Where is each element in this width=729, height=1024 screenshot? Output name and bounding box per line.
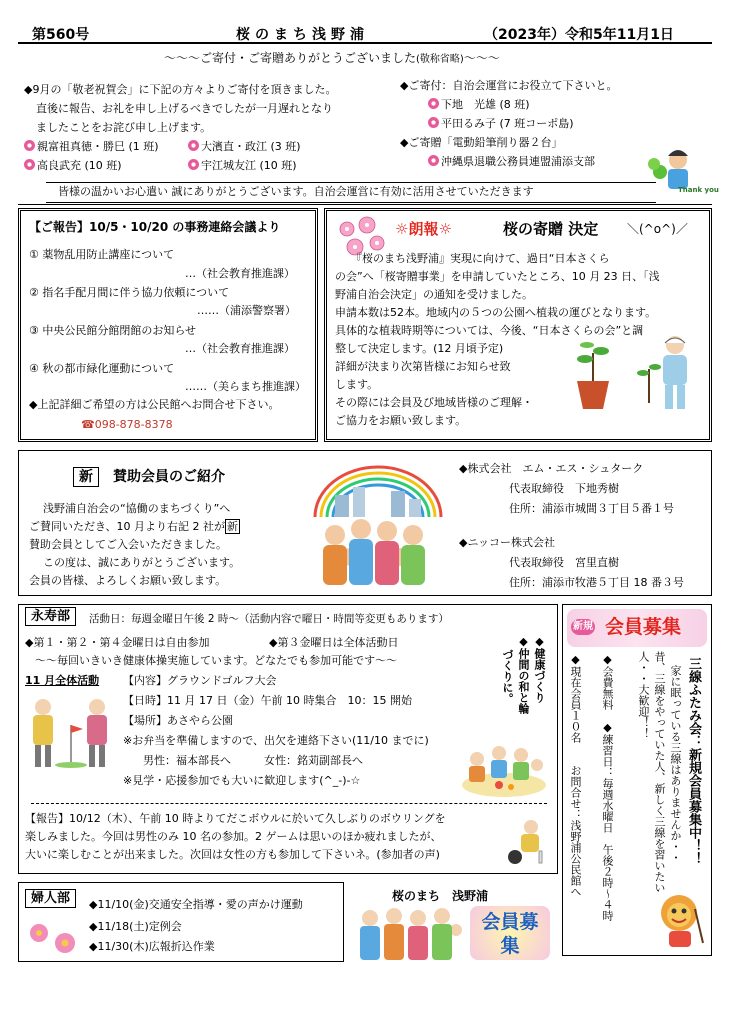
flower-icon (188, 159, 199, 170)
company-address: 住所：浦添市牧港５丁目 18 番３号 (509, 576, 684, 589)
event-place: 【場所】あさやら公園 (123, 714, 233, 727)
members-intro-line: ご賛同いただき、10 月より右記 2 社が 新 (29, 520, 239, 533)
community-illustration (295, 457, 461, 591)
eijubu-report-line: 楽しみました。今回は男性のみ 10 名の参加。2 ゲームは思いのほか疲れましたが、 (25, 830, 442, 843)
sanshin-text: 人・・大歓迎！！ (637, 651, 650, 739)
eijubu-activity: 活動日：毎週金曜日午後 2 時～（活動内容で曜日・時間等変更もあります） (89, 613, 449, 625)
company-name: ◆ニッコー株式会社 (459, 536, 556, 549)
report-title: 【ご報告】10/5・10/20 の事務連絡会議より (29, 220, 281, 234)
thank-you-illustration (646, 142, 719, 198)
company-name: ◆株式会社 エム・エス・シュターク (459, 462, 644, 475)
members-intro-line: 浅野浦自治会の“協働のまちづくり”へ (43, 502, 231, 515)
sakura-body-line: その際には会員及び地域皆様のご理解・ (335, 396, 533, 409)
report-item: ④ 秋の都市緑化運動について (29, 362, 175, 375)
donations-footer: 皆様の温かいお心遣い 誠にありがとうございます。自治会運営に有効に活用させていただきます (58, 185, 534, 198)
donor-name: 宇江城友江 (10 班) (188, 158, 297, 174)
recruit-town-title: 桜のまち 浅野浦 (392, 889, 489, 903)
donations-left-line-3: ましたことをお詫び申し上げます。 (36, 121, 212, 134)
new-mark: 新 (73, 467, 99, 487)
sakura-body-line: 詳細が決まり次第皆様にお知らせ致 (335, 360, 511, 373)
sanshin-text: 昔、三線をやっていた人、新しく三線を習いたい (653, 651, 666, 893)
donations-footer-rule (46, 182, 656, 183)
members-intro-line: 賛助会員としてご入会いただきました。 (29, 538, 227, 551)
section-rule (18, 204, 712, 205)
sakura-announcement-box (324, 208, 712, 442)
good-news-badge: ☼朗報☼ (395, 220, 452, 238)
donations-right-line-2: ◆ご寄贈「電動鉛筆削り器２台」 (400, 136, 563, 149)
sanshin-text: 家に眠っている三線はありませんか・・ (669, 665, 682, 863)
planting-illustration (563, 333, 699, 413)
fujinbu-section (18, 882, 344, 962)
sanshin-heading: 三線ふたみ会：新規会員募集中！！ (686, 657, 701, 865)
sakura-body-line: 申請本数は52本。地域内の５つの公園へ植栽の運びとなります。 (335, 306, 657, 319)
eijubu-report-line: 【報告】10/12（木）、午前 10 時よりてだこボウルに於いて久しぶりのボウリングを (25, 812, 446, 825)
eijubu-schedule: ◆第１・第２・第４金曜日は自由参加 (25, 636, 210, 649)
report-item-source: …（社会教育推進課） (185, 267, 295, 280)
eijubu-schedule: ◆第３金曜日は全体活動日 (269, 636, 399, 649)
report-item: ③ 中央公民館分館閉館のお知らせ (29, 324, 197, 337)
eijubu-exercise-note: ～～毎回いきいき健康体操実施しています。どなたでも参加可能です～～ (35, 654, 398, 667)
picnic-illustration (459, 735, 549, 801)
donor-name: 親富祖真徳・勝巳 (1 班) (24, 139, 159, 155)
company-address: 住所：浦添市城間３丁目５番１号 (509, 502, 674, 515)
new-mark: 新 (227, 520, 239, 533)
sanshin-text: ◆現在会員１０名 お問合せ：浅野浦公民館へ (569, 653, 582, 897)
sakura-body-line: 『桜のまち浅野浦』実現に向けて、過日“日本さくら (351, 252, 610, 265)
event-contact: 男性：福本部長へ 女性：銘苅副部長へ (143, 754, 363, 767)
sanshin-recruit-section (562, 604, 712, 956)
ground-golf-illustration (25, 695, 117, 773)
supporting-members-section (18, 450, 712, 596)
sakura-emoticon: ＼(^o^)／ (627, 222, 688, 236)
issue-date: （2023年）令和5年11月1日 (484, 27, 674, 43)
report-item-source: ……（浦添警察署） (197, 304, 296, 317)
report-item-source: …（社会教育推進課） (185, 342, 295, 355)
fujinbu-item: ◆11/10(金)交通安全指導・愛の声かけ運動 (89, 898, 303, 911)
sakura-body-line: 具体的な植栽時期等については、今後、“日本さくらの会”と調 (335, 324, 644, 337)
sakura-body-line: 整して決定します。(12 月頃予定) (335, 342, 504, 355)
fujinbu-item: ◆11/18(土)定例会 (89, 920, 182, 933)
flower-icon (24, 159, 35, 170)
meeting-report-box (18, 208, 318, 442)
flower-icon (428, 117, 439, 128)
sakura-body-line: します。 (335, 378, 379, 391)
thank-you-caption: Thank you (678, 186, 719, 194)
members-intro-line: この度は、誠にありがとうございます。 (43, 556, 241, 569)
eijubu-section (18, 604, 558, 874)
eijubu-slogan: づくりに。 (501, 649, 514, 704)
donations-footer-rule (46, 202, 656, 203)
flower-icon (428, 98, 439, 109)
phone-icon: ☎ (81, 418, 95, 431)
event-datetime: 【日時】11 月 17 日（金）午前 10 時集合 10：15 開始 (123, 694, 412, 707)
donor-name: 平田るみ子 (7 班コーポ島) (428, 116, 574, 132)
event-note: ※お弁当を準備しますので、出欠を連絡下さい(11/10 までに) (123, 734, 429, 747)
event-content: 【内容】グラウンドゴルフ大会 (123, 674, 277, 687)
sanshin-text: ◆会費無料 ◆練習日：毎週水曜日 午後２時～４時 (601, 653, 614, 921)
shisa-illustration (655, 891, 707, 951)
report-note: ◆上記詳細ご希望の方は公民館へお問合せ下さい。 (29, 398, 280, 411)
fujinbu-item: ◆11/30(木)広報折込作業 (89, 940, 215, 953)
sakura-body-line: 野浦自治会決定」の通知を受けました。 (335, 288, 533, 301)
sakura-body-line: ご協力をお願い致します。 (335, 414, 467, 427)
donations-section (18, 46, 719, 206)
banner-new-label: 新規 (571, 619, 595, 635)
bowling-illustration (503, 817, 553, 867)
eijubu-slogan: ◆健康づくり (533, 635, 546, 703)
donor-name: 沖縄県退職公務員連盟浦添支部 (428, 154, 595, 170)
donations-right-line-1: ◆ご寄付：自治会運営にお役立て下さいと。 (400, 79, 618, 92)
donor-name: 下地 光雄 (8 班) (428, 97, 530, 113)
eijubu-divider (31, 803, 547, 804)
event-label: 11 月全体活動 (25, 674, 100, 687)
newsletter-title: 桜のまち浅野浦 (236, 27, 369, 43)
report-item-source: ……（美らまち推進課） (185, 380, 306, 393)
donations-left-line-1: ◆9月の「敬老祝賀会」に下記の方々よりご寄付を頂きました。 (24, 83, 337, 96)
families-illustration (356, 906, 466, 962)
header-rule (18, 42, 712, 44)
eijubu-report-line: 大いに楽しむことが出来ました。次回は女性の方も参加して下さいネ。(参加者の声) (25, 848, 440, 861)
members-title: 新 賛助会員のご紹介 (73, 469, 225, 485)
report-item: ① 薬物乱用防止講座について (29, 248, 175, 261)
recruit-banner: 会員募集 (605, 616, 682, 638)
report-item: ② 指名手配月間に伴う協力依頼について (29, 286, 230, 299)
flower-icon (24, 140, 35, 151)
flower-icon (188, 140, 199, 151)
sakura-body-line: の会”へ「桜寄贈事業」を申請していたところ、10 月 23 日、「浅 (335, 270, 660, 283)
company-representative: 代表取締役 下地秀樹 (509, 482, 619, 495)
donations-heading: ～～～ご寄付・ご寄贈ありがとうございました(敬称省略)～～～ (164, 51, 500, 65)
sakura-title: 桜の寄贈 決定 (503, 220, 599, 238)
eijubu-slogan: ◆仲間の和と輪 (517, 635, 530, 714)
flower-icon (428, 155, 439, 166)
recruit-bottom-banner: 会員募集 (481, 911, 539, 957)
donor-name: 高良武充 (10 班) (24, 158, 122, 174)
event-note: ※見学・応援参加でも大いに歓迎します(^_-)-☆ (123, 774, 361, 787)
members-intro-line: 会員の皆様、よろしくお願い致します。 (29, 574, 227, 587)
donations-left-line-2: 直後に報告、お礼を申し上げるべきでしたが一月遅れとなり (36, 102, 333, 115)
cosmos-flower-illustration (25, 919, 83, 959)
fujinbu-label: 婦人部 (25, 891, 76, 907)
donor-name: 大濱直・政江 (3 班) (188, 139, 301, 155)
report-phone: ☎098-878-8378 (81, 418, 173, 431)
issue-number: 第560号 (32, 27, 90, 43)
eijubu-label: 永寿部 (25, 609, 76, 625)
company-representative: 代表取締役 宮里直樹 (509, 556, 619, 569)
